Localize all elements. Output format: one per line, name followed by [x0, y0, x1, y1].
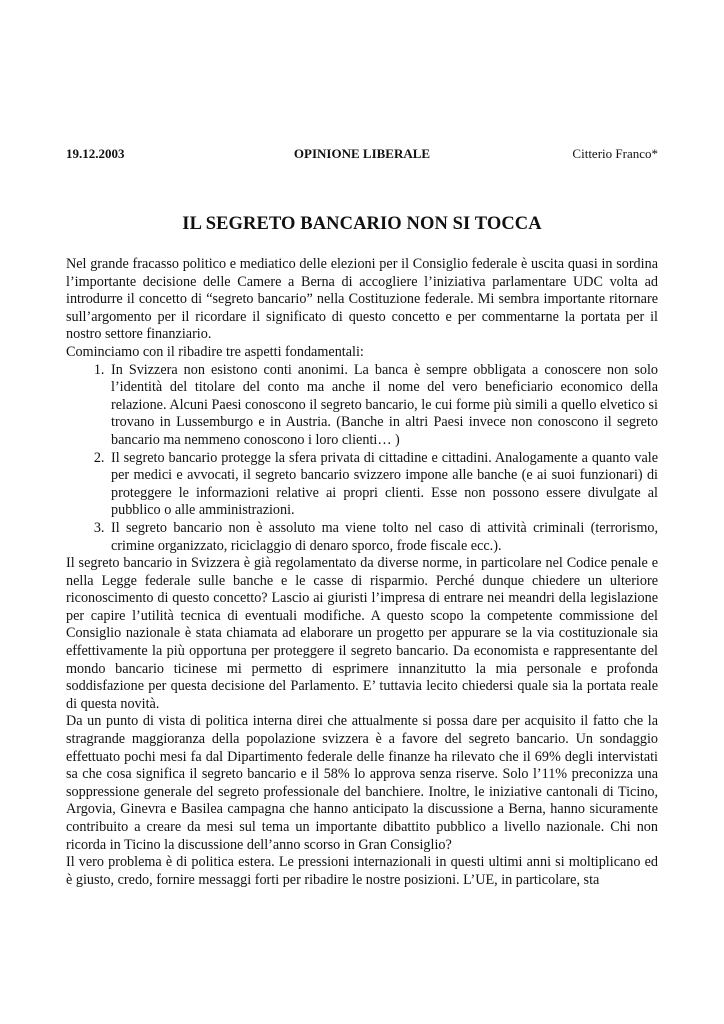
article-title: IL SEGRETO BANCARIO NON SI TOCCA [182, 214, 542, 234]
author-name: Citterio Franco* [572, 146, 658, 161]
paragraph-intro: Nel grande fracasso politico e mediatico delle elezioni per il Consiglio federale è uscita quasi in sordina l’importante decisione delle Camere a Berna di accogliere l’iniziativa parlamentare UDC volta ad introdurre il concetto di “segreto bancario” nella Costituzione federale. Mi sembra importante ritornare sull’argomento per il ricordare il significato di questo concetto e per commentarne la portata per il nostro settore finanziario. [66, 256, 658, 343]
section-name: OPINIONE LIBERALE [293, 146, 431, 161]
article-body [66, 256, 658, 889]
paragraph-lead-in: Cominciamo con il ribadire tre aspetti fondamentali: [66, 343, 364, 360]
list-item: 3. Il segreto bancario non è assoluto ma viene tolto nel caso di attività criminali (terrorismo, crimine organizzato, riciclaggio di denaro sporco, frode fiscale ecc.). [108, 520, 658, 555]
paragraph-foreign-politics: Il vero problema è di politica estera. Le pressioni internazionali in questi ultimi anni si moltiplicano ed è giusto, credo, fornire messaggi forti per ribadire le nostre posizioni. L’UE, in particolare, sta [66, 854, 658, 888]
paragraph-domestic-politics: Da un punto di vista di politica interna direi che attualmente si possa dare per acquisito il fatto che la stragrande maggioranza della popolazione svizzera è a favore del segreto bancario. Un sondaggio effettuato pochi mesi fa dal Dipartimento federale delle finanze ha rilevato che il 69% degli intervistati sa che cosa significa il segreto bancario e il 58% lo approva senza riserve. Solo l’11% preconizza una soppressione generale del segreto professionale del banchiere. Inoltre, le iniziative cantonali di Ticino, Argovia, Ginevra e Basilea campagna che hanno anticipato la discussione a Berna, hanno sicuramente contribuito a creare da mesi sul tema un importante dibattito pubblico a livello nazionale. Chi non ricorda in Ticino la discussione dell’anno scorso in Gran Consiglio? [66, 713, 658, 853]
list-item: 1. In Svizzera non esistono conti anonimi. La banca è sempre obbligata a conoscere non solo l’identità del titolare del conto ma anche il nome del vero beneficiario economico della relazione. Alcuni Paesi conoscono il segreto bancario, le cui forme più simili a quello elvetico si trovano in Lussemburgo e in Austria. (Banche in altri Paesi invece non conoscono il segreto bancario ma nemmeno conoscono i loro clienti… ) [108, 362, 658, 450]
list-item: 2. Il segreto bancario protegge la sfera privata di cittadine e cittadini. Analogamente a quanto vale per medici e avvocati, il segreto bancario svizzero impone alle banche (e ai suoi funzionari) di proteggere le informazioni relative ai propri clienti. Esse non possono essere divulgate al pubblico o alle amministrazioni. [108, 450, 658, 520]
article-date: 19.12.2003 [66, 146, 125, 161]
paragraph-legal: Il segreto bancario in Svizzera è già regolamentato da diverse norme, in particolare nel Codice penale e nella Legge federale sulle banche e le casse di risparmio. Perché dunque chiedere un ulteriore riconoscimento di questo concetto? Lascio ai giuristi l’impresa di entrare nei meandri della legislazione per capire l’utilità tecnica di eventuali modifiche. A questo scopo la competente commissione del Consiglio nazionale è stata chiamata ad elaborare un progetto per appurare se la via costituzionale sia effettivamente la più opportuna per proteggere il segreto bancario. Da economista e rappresentante del mondo bancario ticinese mi permetto di esprimere innanzitutto la mia personale e profonda soddisfazione per questa decisione del Parlamento. E’ tuttavia lecito chiedersi quale sia la portata reale di questa novità. [66, 555, 658, 712]
numbered-list [66, 362, 658, 556]
